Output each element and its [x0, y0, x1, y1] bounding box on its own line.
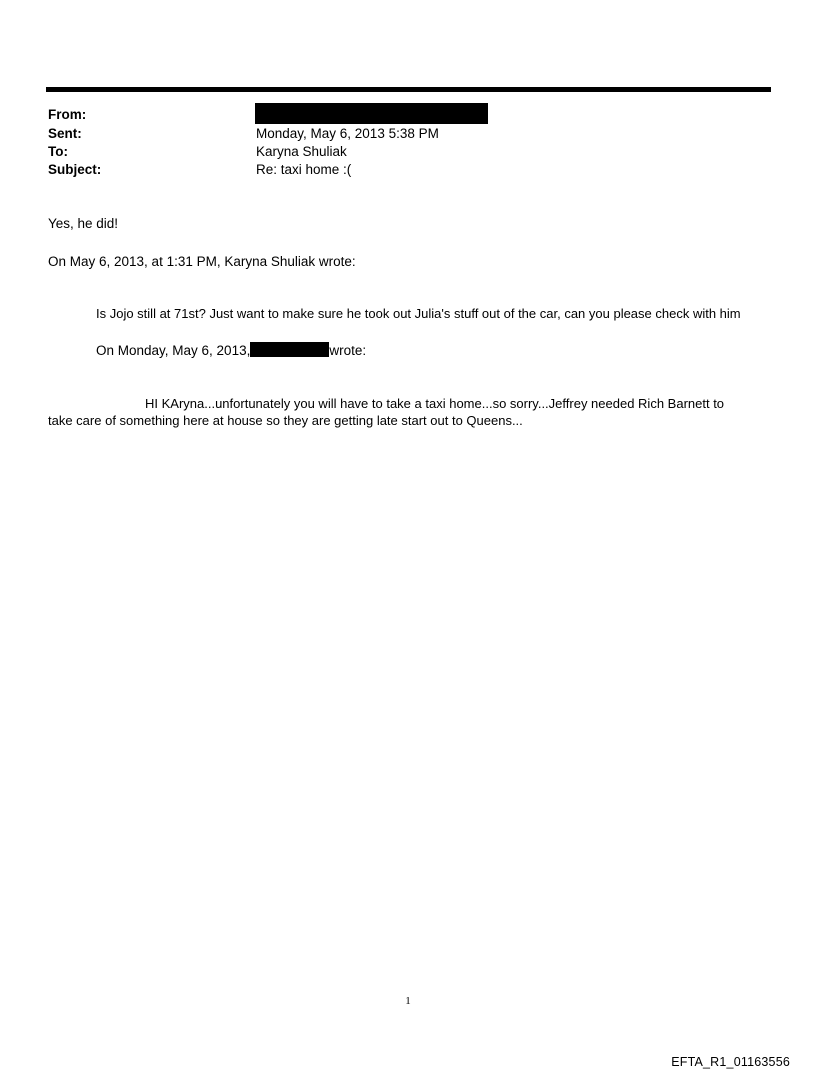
quote1-attribution: On May 6, 2013, at 1:31 PM, Karyna Shuliak wrote:	[48, 254, 356, 269]
from-label: From:	[48, 107, 87, 122]
to-row	[48, 143, 768, 161]
redacted-sender	[255, 103, 488, 124]
quote2-attribution-suffix: wrote:	[329, 343, 367, 358]
subject-value: Re: taxi home :(	[256, 162, 352, 177]
subject-row	[48, 161, 768, 179]
to-label: To:	[48, 144, 68, 159]
redacted-author	[250, 342, 329, 357]
quote2-line1: HI KAryna...unfortunately you will have to take a taxi home...so sorry...Jeffrey needed Rich Barnett to	[145, 396, 725, 411]
sent-row	[48, 125, 768, 143]
sent-value: Monday, May 6, 2013 5:38 PM	[256, 126, 439, 141]
document-id: EFTA_R1_01163556	[671, 1055, 790, 1069]
from-row	[48, 106, 768, 124]
subject-label: Subject:	[48, 162, 102, 177]
quote2-attribution-prefix: On Monday, May 6, 2013,	[96, 343, 251, 358]
sent-label: Sent:	[48, 126, 82, 141]
quote2-line2: take care of something here at house so they are getting late start out to Queens...	[48, 413, 523, 428]
header-divider	[46, 87, 771, 92]
quote1-text: Is Jojo still at 71st? Just want to make sure he took out Julia's stuff out of the car, can you please check with him	[96, 306, 741, 321]
to-value: Karyna Shuliak	[256, 144, 347, 159]
reply-text: Yes, he did!	[48, 216, 119, 231]
page-number: 1	[405, 995, 411, 1007]
quote2-attribution	[96, 342, 366, 360]
